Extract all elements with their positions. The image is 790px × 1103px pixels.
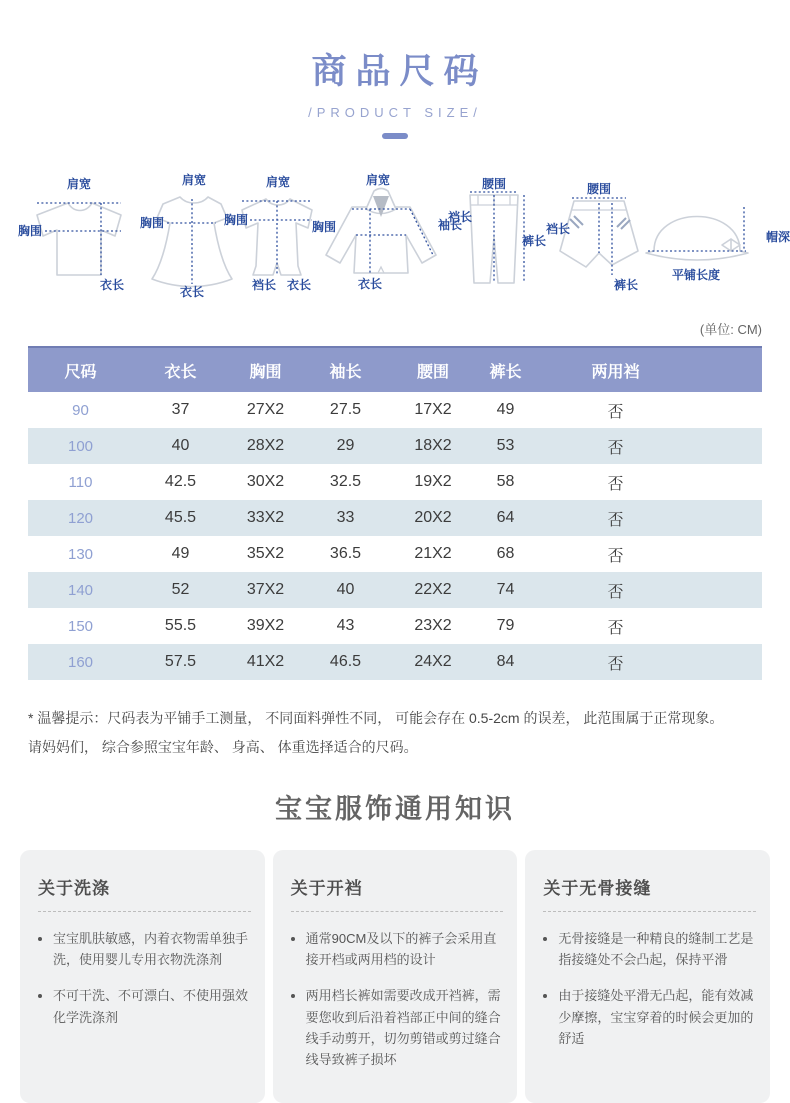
diagram-label: 腰围 <box>481 177 507 191</box>
diagram-label: 肩宽 <box>181 173 207 187</box>
bullet-item: • 宝宝肌肤敏感，内着衣物需单独手洗，使用婴儿专用衣物洗涤剂 <box>53 928 251 970</box>
cell: 39X2 <box>246 617 285 634</box>
garment-diagrams-row <box>0 165 790 317</box>
col-size: 尺码 <box>28 347 133 392</box>
card-heading: 关于开裆 <box>291 874 504 912</box>
cell: 33 <box>336 509 355 526</box>
card-open-crotch <box>273 850 518 1102</box>
cell: 27.5 <box>329 401 362 418</box>
table-row <box>28 536 762 572</box>
cell: 否 <box>607 583 624 601</box>
knowledge-section-title: 宝宝服饰通用知识 <box>275 794 515 825</box>
cell: 58 <box>496 473 515 490</box>
table-row <box>28 608 762 644</box>
table-row <box>28 428 762 464</box>
size-cell: 120 <box>67 509 94 527</box>
cell: 40 <box>336 581 355 598</box>
cell-spacer <box>698 428 762 464</box>
card-bullet-list <box>38 928 251 1027</box>
cell: 64 <box>496 509 515 526</box>
note-line: 请妈妈们， 综合参照宝宝年龄、 身高、 体重选择适合的尺码。 <box>28 738 418 755</box>
cell: 30X2 <box>246 473 285 490</box>
cell: 37 <box>171 401 190 418</box>
diagram-label: 肩宽 <box>265 175 291 189</box>
cell: 27X2 <box>246 401 285 418</box>
diagram-label: 衣长 <box>357 277 383 291</box>
hat-diagram <box>638 187 790 283</box>
diagram-label: 肩宽 <box>66 177 92 191</box>
cell: 52 <box>171 581 190 598</box>
cell: 否 <box>607 475 624 493</box>
size-cell: 140 <box>67 581 94 599</box>
table-header-row <box>28 347 762 392</box>
col-pant-length: 裤长 <box>478 347 533 392</box>
col-garment-length: 衣长 <box>133 347 228 392</box>
cell: 53 <box>496 437 515 454</box>
romper-diagram <box>224 173 324 291</box>
cell: 84 <box>496 653 515 670</box>
cell: 否 <box>607 439 624 457</box>
diagram-label: 胸围 <box>18 224 43 238</box>
size-cell: 160 <box>67 653 94 671</box>
cell: 46.5 <box>329 653 362 670</box>
size-cell: 90 <box>72 401 89 419</box>
cell: 24X2 <box>414 653 452 670</box>
cell: 28X2 <box>246 437 285 454</box>
diagram-label: 帽深 <box>765 230 790 244</box>
table-row <box>28 392 762 428</box>
cell-spacer <box>698 536 762 572</box>
cell: 17X2 <box>414 401 452 418</box>
col-dual-crotch: 两用裆 <box>533 347 698 392</box>
card-bullet-list <box>543 928 756 1048</box>
cell: 32.5 <box>329 473 362 490</box>
unit-label: (单位: CM) <box>699 322 762 337</box>
cell: 79 <box>496 617 515 634</box>
diagram-label: 衣长 <box>99 278 125 292</box>
cell: 57.5 <box>164 653 197 670</box>
col-spacer <box>698 347 762 392</box>
diagram-label: 袖长 <box>437 218 462 232</box>
cell: 35X2 <box>246 545 285 562</box>
cell-spacer <box>698 464 762 500</box>
diagram-label: 胸围 <box>312 220 337 234</box>
cell: 41X2 <box>246 653 285 670</box>
table-row <box>28 500 762 536</box>
jacket-diagram <box>312 171 462 291</box>
card-heading: 关于无骨接缝 <box>543 874 756 912</box>
shorts-diagram <box>546 181 650 293</box>
size-cell: 110 <box>68 473 93 491</box>
cell: 19X2 <box>414 473 452 490</box>
cell: 40 <box>171 437 190 454</box>
diagram-label: 肩宽 <box>365 173 391 187</box>
cell-spacer <box>698 500 762 536</box>
diagram-label: 腰围 <box>586 182 612 196</box>
cell: 否 <box>607 511 624 529</box>
diagram-label: 裤长 <box>613 278 639 292</box>
bullet-item: • 通常90CM及以下的裤子会采用直接开档或两用档的设计 <box>306 928 504 970</box>
size-table <box>28 346 762 680</box>
diagram-label: 裤长 <box>521 234 546 248</box>
cell: 37X2 <box>246 581 285 598</box>
cell: 22X2 <box>414 581 452 598</box>
cell: 45.5 <box>164 509 197 526</box>
card-heading: 关于洗涤 <box>38 874 251 912</box>
col-chest: 胸围 <box>228 347 303 392</box>
diagram-label: 裆长 <box>546 222 571 236</box>
cell: 23X2 <box>414 617 452 634</box>
cell: 否 <box>607 403 624 421</box>
diagram-label: 裆长 <box>251 278 277 292</box>
size-cell: 150 <box>67 617 94 635</box>
cell: 否 <box>607 619 624 637</box>
cell: 74 <box>496 581 515 598</box>
table-row <box>28 572 762 608</box>
tshirt-diagram <box>18 173 136 293</box>
pants-diagram <box>448 177 546 295</box>
diagram-label: 胸围 <box>140 216 165 230</box>
cell: 否 <box>607 547 624 565</box>
cell-spacer <box>698 644 762 680</box>
diagram-label: 衣长 <box>179 285 205 299</box>
diagram-label: 平铺长度 <box>671 268 721 282</box>
table-row <box>28 464 762 500</box>
col-sleeve: 袖长 <box>303 347 388 392</box>
bullet-item: • 不可干洗、不可漂白、不使用强效化学洗涤剂 <box>53 985 251 1027</box>
page-title: 商品尺码 <box>311 52 488 91</box>
card-boneless-seam <box>525 850 770 1102</box>
cell-spacer <box>698 572 762 608</box>
bullet-item: • 由于接缝处平滑无凸起，能有效减少摩擦，宝宝穿着的时候会更加的舒适 <box>558 985 756 1048</box>
cell: 20X2 <box>414 509 452 526</box>
cell: 68 <box>496 545 515 562</box>
cell: 29 <box>336 437 355 454</box>
table-row <box>28 644 762 680</box>
cell-spacer <box>698 608 762 644</box>
diagram-label: 胸围 <box>224 213 249 227</box>
cell: 49 <box>171 545 190 562</box>
bullet-item: • 无骨接缝是一种精良的缝制工艺是指接缝处不会凸起，保持平滑 <box>558 928 756 970</box>
size-cell: 130 <box>67 545 94 563</box>
card-washing <box>20 850 265 1102</box>
knowledge-cards <box>20 850 770 1102</box>
cell: 18X2 <box>414 437 452 454</box>
cell: 43 <box>336 617 355 634</box>
diagram-label: 裆长 <box>448 210 473 224</box>
cell: 49 <box>496 401 515 418</box>
diagram-label: 衣长 <box>286 278 312 292</box>
cell: 55.5 <box>164 617 197 634</box>
card-bullet-list <box>291 928 504 1069</box>
note-line: * 温馨提示：尺码表为平铺手工测量， 不同面料弹性不同， 可能会存在 0.5-2cm 的误差， 此范围属于正常现象。 <box>28 710 724 726</box>
cell: 36.5 <box>329 545 362 562</box>
cell: 42.5 <box>164 473 197 490</box>
page-header <box>0 0 790 139</box>
measurement-note <box>28 704 762 761</box>
cell: 否 <box>607 655 624 673</box>
cell-spacer <box>698 392 762 428</box>
col-waist: 腰围 <box>388 347 478 392</box>
bullet-item: • 两用档长裤如需要改成开裆裤，需要您收到后沿着裆部正中间的缝合线手动剪开，切勿剪错或剪过缝合线导致裤子损坏 <box>306 985 504 1069</box>
cell: 33X2 <box>246 509 285 526</box>
size-cell: 100 <box>67 437 94 455</box>
cell: 21X2 <box>414 545 452 562</box>
title-dash-divider <box>382 133 408 139</box>
page-subtitle: /PRODUCT SIZE/ <box>308 105 482 120</box>
